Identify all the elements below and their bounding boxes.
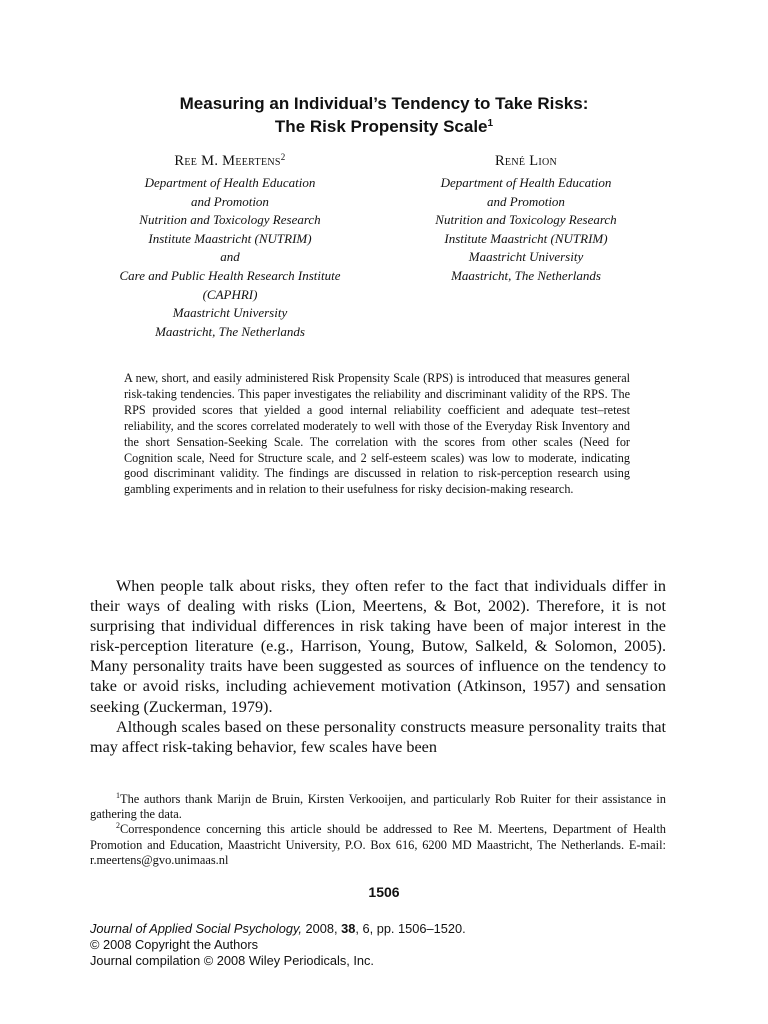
footnote-2-text: Correspondence concerning this article should be addressed to Ree M. Meertens, Department of Health Promotion and Education, Maastricht University, P.O. Box 616, 6200 MD Maastricht, The Netherlands. E-mail: r.meertens@gvo.unimaas.nl [90, 822, 666, 867]
title-line-2-text: The Risk Propensity Scale [274, 117, 488, 136]
affiliation-line: (CAPHRI) [202, 286, 258, 302]
author-2-name [376, 152, 676, 170]
title-line-2 [0, 115, 768, 138]
affiliation-line: Department of Health Education [440, 175, 612, 190]
footnotes [90, 792, 666, 868]
affiliation-line: Maastricht, The Netherlands [451, 267, 601, 283]
affiliation-line: Maastricht University [468, 249, 584, 265]
footnote-1 [90, 792, 666, 822]
journal-issue-pages: , 6, pp. 1506–1520. [355, 921, 466, 936]
author-1-affiliation [80, 174, 380, 341]
footnote-2-mark: 2 [116, 821, 120, 831]
affiliation-line: Care and Public Health Research Institute [119, 267, 341, 283]
affiliation-line: and Promotion [487, 193, 565, 209]
journal-name: Journal of Applied Social Psychology, [90, 921, 302, 936]
body-paragraph-1: When people talk about risks, they often refer to the fact that individuals differ in their ways of dealing with risks (Lion, Meertens, & Bot, 2002). Therefore, it is not surprising that individual differences in risk taking have been of major interest in the risk-perception literature (e.g., Harrison, Young, Butow, Salkeld, & Solomon, 2005). Many personality traits have been suggested as sources of influence on the tendency to take or avoid risks, including achievement motivation (Atkinson, 1957) and sensation seeking (Zuckerman, 1979). [90, 577, 666, 716]
affiliation-line: Institute Maastricht (NUTRIM) [444, 230, 608, 246]
journal-volume: 38 [341, 921, 356, 936]
affiliation-line: and Promotion [191, 193, 269, 209]
footnote-2 [90, 822, 666, 868]
affiliation-line: and [220, 249, 240, 265]
body-paragraph-2: Although scales based on these personality constructs measure personality traits that may affect risk-taking behavior, few scales have been [90, 717, 666, 756]
affiliation-line: Department of Health Education [144, 175, 316, 190]
affiliation-line: Maastricht, The Netherlands [155, 323, 305, 339]
author-2-name-text: René Lion [494, 153, 558, 169]
author-1-footnote-mark: 2 [280, 152, 286, 162]
journal-copyright: © 2008 Copyright the Authors [90, 937, 259, 953]
journal-year: 2008, [301, 921, 342, 936]
author-2-affiliation [376, 174, 676, 286]
affiliation-line: Institute Maastricht (NUTRIM) [148, 230, 312, 246]
journal-compilation: Journal compilation © 2008 Wiley Periodicals, Inc. [90, 953, 374, 969]
page-number: 1506 [368, 884, 400, 900]
affiliation-line: Maastricht University [172, 305, 288, 321]
title-footnote-mark: 1 [487, 118, 494, 129]
footnote-1-mark: 1 [116, 791, 120, 800]
journal-info [90, 921, 466, 970]
paper-title [0, 92, 768, 138]
author-1-name [80, 152, 380, 170]
author-1-name-text: Ree M. Meertens [174, 153, 281, 169]
affiliation-line: Nutrition and Toxicology Research [139, 212, 321, 228]
abstract: A new, short, and easily administered Risk Propensity Scale (RPS) is introduced that measures general risk-taking tendencies. This paper investigates the reliability and discriminant validity of the RPS. The RPS provided scores that yielded a good internal reliability coefficient and adequate test–retest reliability, and the scores correlated moderately to well with those of the Everyday Risk Inventory and the short Sensation-Seeking Scale. The correlation with the scores from other scales (Need for Cognition scale, Need for Structure scale, and 2 self-esteem scales) was low to moderate, indicating good discriminant validity. The findings are discussed in relation to risk-perception research using gambling experiments and in relation to their usefulness for risky decision-making research. [124, 371, 630, 497]
body-text [90, 576, 666, 757]
title-line-1: Measuring an Individual’s Tendency to Take Risks: [179, 94, 589, 113]
footnote-1-text: The authors thank Marijn de Bruin, Kirsten Verkooijen, and particularly Rob Ruiter for their assistance in gathering the data. [90, 792, 666, 822]
journal-citation [90, 921, 466, 937]
affiliation-line: Nutrition and Toxicology Research [435, 212, 617, 228]
